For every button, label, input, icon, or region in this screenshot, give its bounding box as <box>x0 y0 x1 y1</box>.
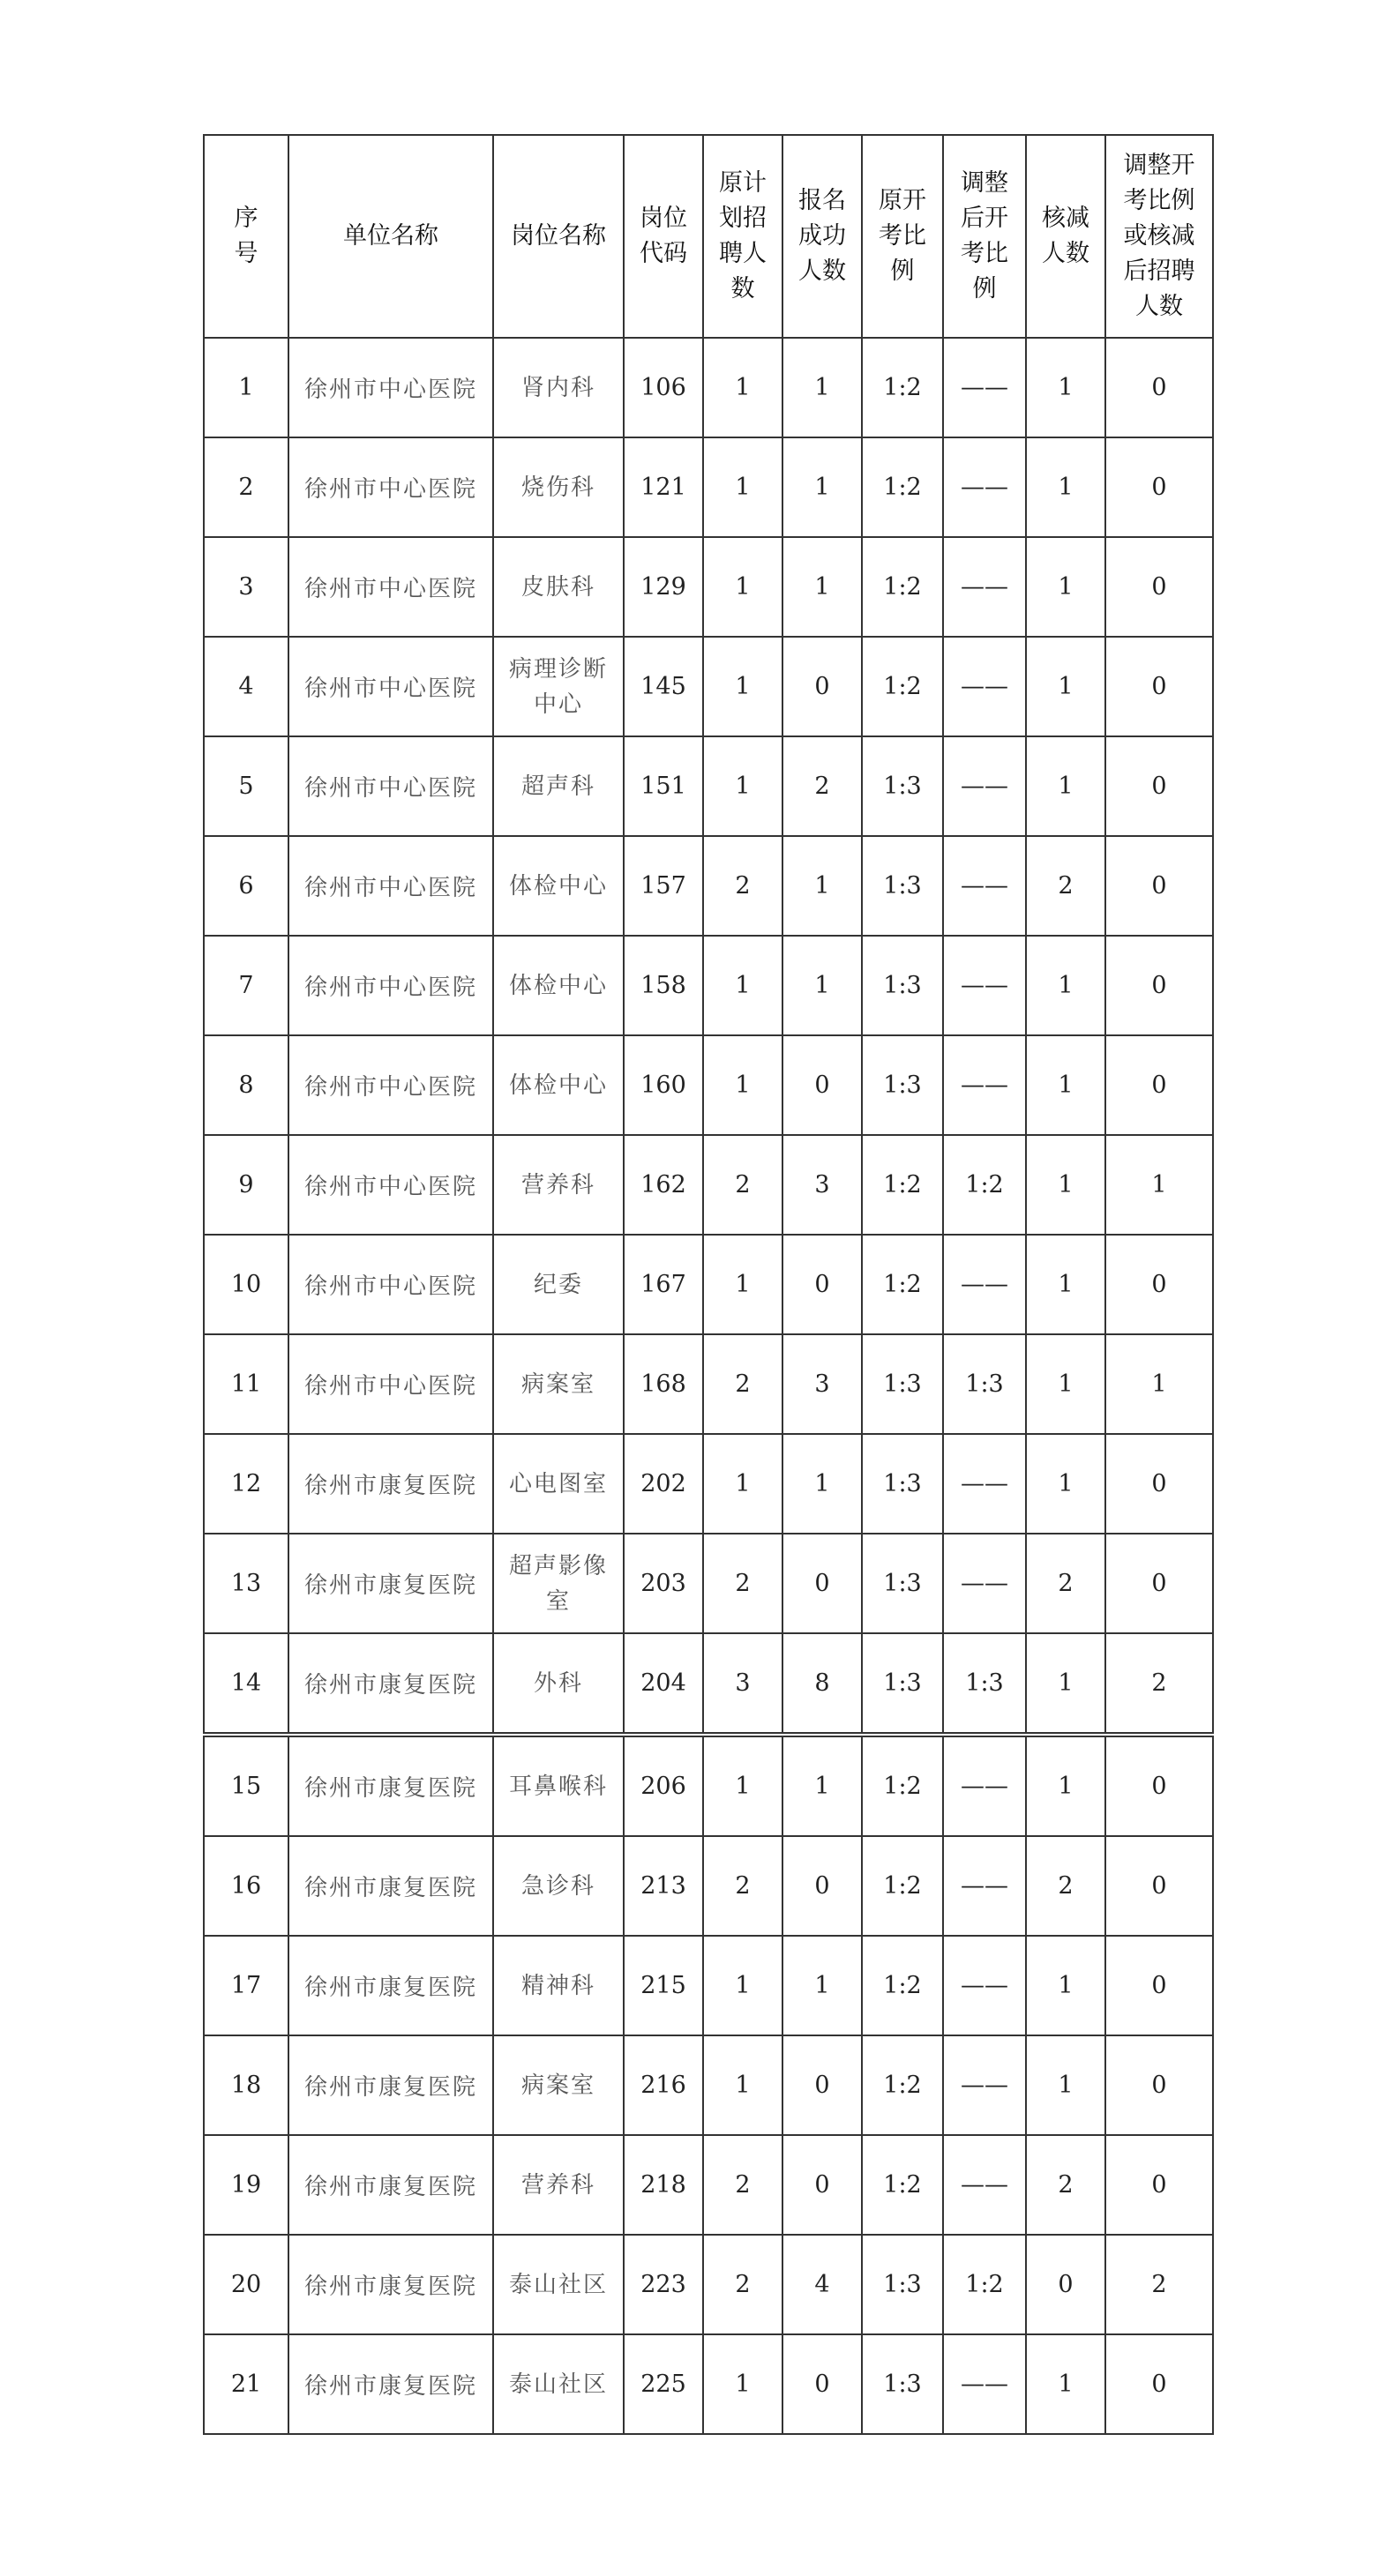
header-cell: 报名成功人数 <box>782 135 862 338</box>
unit-name-cell: 徐州市中心医院 <box>288 836 493 936</box>
post-code-cell: 204 <box>624 1633 703 1735</box>
table-body <box>204 338 1213 2434</box>
header-cell: 岗位名称 <box>493 135 624 338</box>
final-count-cell: 0 <box>1105 1936 1213 2035</box>
adjusted-ratio-cell: —— <box>943 637 1026 736</box>
post-code-cell: 151 <box>624 736 703 836</box>
seq-cell: 18 <box>204 2035 288 2135</box>
header-cell: 调整后开考比例 <box>943 135 1026 338</box>
unit-name-cell: 徐州市康复医院 <box>288 1936 493 2035</box>
post-code-cell: 218 <box>624 2135 703 2235</box>
adjusted-ratio-cell: —— <box>943 2334 1026 2434</box>
planned-count-cell: 1 <box>703 338 782 437</box>
final-count-cell: 0 <box>1105 537 1213 637</box>
reduction-count-cell: 0 <box>1026 2235 1105 2334</box>
adjusted-ratio-cell: —— <box>943 338 1026 437</box>
adjusted-ratio-cell: —— <box>943 1836 1026 1936</box>
header-cell: 调整开考比例或核减后招聘人数 <box>1105 135 1213 338</box>
adjusted-ratio-cell: —— <box>943 2135 1026 2235</box>
post-name-cell <box>493 437 624 537</box>
recruitment-adjustment-table-container <box>203 134 1214 2435</box>
registered-count-cell: 1 <box>782 1735 862 1836</box>
registered-count-cell: 0 <box>782 637 862 736</box>
unit-name-cell: 徐州市中心医院 <box>288 1235 493 1334</box>
post-name-cell <box>493 736 624 836</box>
adjusted-ratio-cell: —— <box>943 2035 1026 2135</box>
reduction-count-cell: 1 <box>1026 537 1105 637</box>
seq-cell: 7 <box>204 936 288 1035</box>
post-name-text: 营养科 <box>520 2171 595 2199</box>
post-name-cell <box>493 1235 624 1334</box>
table-row <box>204 836 1213 936</box>
adjusted-ratio-cell: 1:2 <box>943 1135 1026 1235</box>
planned-count-cell: 1 <box>703 437 782 537</box>
planned-count-cell: 2 <box>703 836 782 936</box>
seq-cell: 14 <box>204 1633 288 1735</box>
final-count-cell: 0 <box>1105 1035 1213 1135</box>
reduction-count-cell: 1 <box>1026 338 1105 437</box>
unit-name-cell: 徐州市康复医院 <box>288 1836 493 1936</box>
header-cell: 岗位代码 <box>624 135 703 338</box>
planned-count-cell: 1 <box>703 2334 782 2434</box>
post-name-text: 烧伤科 <box>520 474 595 501</box>
table-row <box>204 2035 1213 2135</box>
planned-count-cell: 1 <box>703 1035 782 1135</box>
post-name-cell <box>493 537 624 637</box>
planned-count-cell: 2 <box>703 1334 782 1434</box>
post-name-text: 肾内科 <box>520 374 595 401</box>
seq-cell: 12 <box>204 1434 288 1534</box>
post-code-cell: 157 <box>624 836 703 936</box>
reduction-count-cell: 2 <box>1026 836 1105 936</box>
table-row <box>204 1035 1213 1135</box>
final-count-cell: 0 <box>1105 1735 1213 1836</box>
post-code-cell: 160 <box>624 1035 703 1135</box>
table-row <box>204 1633 1213 1735</box>
post-name-text: 病理诊断中心 <box>508 655 608 718</box>
final-count-cell: 2 <box>1105 1633 1213 1735</box>
post-name-text: 超声影像室 <box>508 1552 608 1615</box>
table-row <box>204 1434 1213 1534</box>
planned-count-cell: 1 <box>703 1434 782 1534</box>
unit-name-cell: 徐州市康复医院 <box>288 1534 493 1633</box>
adjusted-ratio-cell: —— <box>943 437 1026 537</box>
original-ratio-cell: 1:3 <box>862 1534 943 1633</box>
post-name-cell <box>493 936 624 1035</box>
post-name-cell <box>493 2135 624 2235</box>
registered-count-cell: 4 <box>782 2235 862 2334</box>
unit-name-cell: 徐州市中心医院 <box>288 1135 493 1235</box>
seq-cell: 20 <box>204 2235 288 2334</box>
final-count-cell: 0 <box>1105 1534 1213 1633</box>
post-code-cell: 121 <box>624 437 703 537</box>
registered-count-cell: 1 <box>782 338 862 437</box>
post-name-text: 营养科 <box>520 1171 595 1198</box>
planned-count-cell: 1 <box>703 1235 782 1334</box>
post-code-cell: 213 <box>624 1836 703 1936</box>
original-ratio-cell: 1:3 <box>862 936 943 1035</box>
post-name-cell <box>493 1836 624 1936</box>
reduction-count-cell: 1 <box>1026 1235 1105 1334</box>
table-row <box>204 437 1213 537</box>
original-ratio-cell: 1:3 <box>862 2235 943 2334</box>
table-row <box>204 537 1213 637</box>
registered-count-cell: 3 <box>782 1334 862 1434</box>
adjusted-ratio-cell: —— <box>943 1235 1026 1334</box>
unit-name-cell: 徐州市康复医院 <box>288 2334 493 2434</box>
header-cell: 核减人数 <box>1026 135 1105 338</box>
reduction-count-cell: 1 <box>1026 2035 1105 2135</box>
unit-name-cell: 徐州市中心医院 <box>288 338 493 437</box>
adjusted-ratio-cell: —— <box>943 1434 1026 1534</box>
post-code-cell: 158 <box>624 936 703 1035</box>
final-count-cell: 2 <box>1105 2235 1213 2334</box>
registered-count-cell: 0 <box>782 2035 862 2135</box>
unit-name-cell: 徐州市中心医院 <box>288 936 493 1035</box>
seq-cell: 3 <box>204 537 288 637</box>
original-ratio-cell: 1:3 <box>862 736 943 836</box>
unit-name-cell: 徐州市康复医院 <box>288 1633 493 1735</box>
final-count-cell: 1 <box>1105 1334 1213 1434</box>
seq-cell: 4 <box>204 637 288 736</box>
header-cell: 原计划招聘人数 <box>703 135 782 338</box>
post-name-text: 精神科 <box>520 1972 595 1999</box>
adjusted-ratio-cell: —— <box>943 836 1026 936</box>
seq-cell: 8 <box>204 1035 288 1135</box>
original-ratio-cell: 1:3 <box>862 836 943 936</box>
post-code-cell: 162 <box>624 1135 703 1235</box>
original-ratio-cell: 1:3 <box>862 2334 943 2434</box>
post-code-cell: 106 <box>624 338 703 437</box>
reduction-count-cell: 1 <box>1026 2334 1105 2434</box>
reduction-count-cell: 1 <box>1026 1936 1105 2035</box>
registered-count-cell: 0 <box>782 1035 862 1135</box>
final-count-cell: 0 <box>1105 1235 1213 1334</box>
planned-count-cell: 2 <box>703 1135 782 1235</box>
post-name-cell <box>493 1434 624 1534</box>
table-row <box>204 1235 1213 1334</box>
adjusted-ratio-cell: —— <box>943 736 1026 836</box>
table-row <box>204 1135 1213 1235</box>
original-ratio-cell: 1:3 <box>862 1035 943 1135</box>
post-name-text: 泰山社区 <box>508 2271 608 2298</box>
original-ratio-cell: 1:2 <box>862 437 943 537</box>
post-name-cell <box>493 1334 624 1434</box>
seq-cell: 15 <box>204 1735 288 1836</box>
adjusted-ratio-cell: 1:3 <box>943 1633 1026 1735</box>
seq-cell: 21 <box>204 2334 288 2434</box>
planned-count-cell: 2 <box>703 2135 782 2235</box>
seq-cell: 9 <box>204 1135 288 1235</box>
post-name-text: 泰山社区 <box>508 2371 608 2398</box>
header-cell: 单位名称 <box>288 135 493 338</box>
planned-count-cell: 1 <box>703 1735 782 1836</box>
table-row <box>204 2334 1213 2434</box>
reduction-count-cell: 1 <box>1026 637 1105 736</box>
adjusted-ratio-cell: —— <box>943 537 1026 637</box>
planned-count-cell: 1 <box>703 537 782 637</box>
unit-name-cell: 徐州市康复医院 <box>288 1735 493 1836</box>
post-name-cell <box>493 2235 624 2334</box>
table-row <box>204 736 1213 836</box>
post-name-text: 皮肤科 <box>520 573 595 601</box>
post-code-cell: 206 <box>624 1735 703 1836</box>
post-name-cell <box>493 2334 624 2434</box>
table-row <box>204 1836 1213 1936</box>
registered-count-cell: 3 <box>782 1135 862 1235</box>
final-count-cell: 0 <box>1105 2334 1213 2434</box>
table-row <box>204 338 1213 437</box>
registered-count-cell: 1 <box>782 437 862 537</box>
original-ratio-cell: 1:2 <box>862 1936 943 2035</box>
final-count-cell: 1 <box>1105 1135 1213 1235</box>
adjusted-ratio-cell: —— <box>943 1534 1026 1633</box>
table-row <box>204 637 1213 736</box>
table-row <box>204 936 1213 1035</box>
planned-count-cell: 1 <box>703 1936 782 2035</box>
post-name-text: 心电图室 <box>508 1470 608 1497</box>
reduction-count-cell: 1 <box>1026 1434 1105 1534</box>
post-code-cell: 145 <box>624 637 703 736</box>
registered-count-cell: 1 <box>782 1434 862 1534</box>
table-row <box>204 1334 1213 1434</box>
post-name-cell <box>493 1936 624 2035</box>
post-name-text: 体检中心 <box>508 872 608 900</box>
reduction-count-cell: 1 <box>1026 1334 1105 1434</box>
final-count-cell: 0 <box>1105 2035 1213 2135</box>
reduction-count-cell: 1 <box>1026 1035 1105 1135</box>
planned-count-cell: 1 <box>703 936 782 1035</box>
final-count-cell: 0 <box>1105 2135 1213 2235</box>
adjusted-ratio-cell: —— <box>943 1035 1026 1135</box>
reduction-count-cell: 1 <box>1026 736 1105 836</box>
final-count-cell: 0 <box>1105 437 1213 537</box>
original-ratio-cell: 1:2 <box>862 2035 943 2135</box>
post-code-cell: 168 <box>624 1334 703 1434</box>
final-count-cell: 0 <box>1105 1434 1213 1534</box>
registered-count-cell: 1 <box>782 836 862 936</box>
post-name-cell <box>493 338 624 437</box>
seq-cell: 16 <box>204 1836 288 1936</box>
table-row <box>204 1735 1213 1836</box>
reduction-count-cell: 2 <box>1026 2135 1105 2235</box>
registered-count-cell: 0 <box>782 2334 862 2434</box>
final-count-cell: 0 <box>1105 736 1213 836</box>
post-code-cell: 225 <box>624 2334 703 2434</box>
table-row <box>204 1936 1213 2035</box>
unit-name-cell: 徐州市中心医院 <box>288 1334 493 1434</box>
original-ratio-cell: 1:2 <box>862 637 943 736</box>
adjusted-ratio-cell: 1:2 <box>943 2235 1026 2334</box>
table-row <box>204 2135 1213 2235</box>
registered-count-cell: 0 <box>782 1534 862 1633</box>
unit-name-cell: 徐州市康复医院 <box>288 1434 493 1534</box>
final-count-cell: 0 <box>1105 836 1213 936</box>
unit-name-cell: 徐州市康复医院 <box>288 2235 493 2334</box>
adjusted-ratio-cell: 1:3 <box>943 1334 1026 1434</box>
post-name-text: 急诊科 <box>520 1872 595 1900</box>
reduction-count-cell: 1 <box>1026 936 1105 1035</box>
post-name-text: 病案室 <box>520 2072 595 2099</box>
original-ratio-cell: 1:2 <box>862 1735 943 1836</box>
seq-cell: 13 <box>204 1534 288 1633</box>
final-count-cell: 0 <box>1105 936 1213 1035</box>
post-code-cell: 202 <box>624 1434 703 1534</box>
planned-count-cell: 3 <box>703 1633 782 1735</box>
seq-cell: 5 <box>204 736 288 836</box>
adjusted-ratio-cell: —— <box>943 1936 1026 2035</box>
original-ratio-cell: 1:3 <box>862 1633 943 1735</box>
final-count-cell: 0 <box>1105 637 1213 736</box>
unit-name-cell: 徐州市中心医院 <box>288 1035 493 1135</box>
post-name-text: 超声科 <box>520 773 595 800</box>
registered-count-cell: 1 <box>782 537 862 637</box>
registered-count-cell: 8 <box>782 1633 862 1735</box>
seq-cell: 10 <box>204 1235 288 1334</box>
registered-count-cell: 0 <box>782 1836 862 1936</box>
post-code-cell: 129 <box>624 537 703 637</box>
header-cell: 原开考比例 <box>862 135 943 338</box>
original-ratio-cell: 1:2 <box>862 1836 943 1936</box>
post-name-cell <box>493 1735 624 1836</box>
post-code-cell: 223 <box>624 2235 703 2334</box>
reduction-count-cell: 1 <box>1026 1735 1105 1836</box>
table-header-row <box>204 135 1213 338</box>
seq-cell: 1 <box>204 338 288 437</box>
post-name-text: 外科 <box>533 1669 583 1697</box>
final-count-cell: 0 <box>1105 1836 1213 1936</box>
post-code-cell: 216 <box>624 2035 703 2135</box>
post-name-cell <box>493 1135 624 1235</box>
original-ratio-cell: 1:2 <box>862 1135 943 1235</box>
final-count-cell: 0 <box>1105 338 1213 437</box>
reduction-count-cell: 1 <box>1026 1633 1105 1735</box>
post-name-cell <box>493 1534 624 1633</box>
original-ratio-cell: 1:2 <box>862 1235 943 1334</box>
seq-cell: 11 <box>204 1334 288 1434</box>
header-cell: 序号 <box>204 135 288 338</box>
table-row <box>204 2235 1213 2334</box>
post-code-cell: 167 <box>624 1235 703 1334</box>
original-ratio-cell: 1:3 <box>862 1434 943 1534</box>
unit-name-cell: 徐州市中心医院 <box>288 537 493 637</box>
registered-count-cell: 0 <box>782 1235 862 1334</box>
seq-cell: 6 <box>204 836 288 936</box>
reduction-count-cell: 1 <box>1026 1135 1105 1235</box>
post-name-cell <box>493 836 624 936</box>
post-name-text: 耳鼻喉科 <box>508 1773 608 1800</box>
unit-name-cell: 徐州市中心医院 <box>288 437 493 537</box>
seq-cell: 19 <box>204 2135 288 2235</box>
planned-count-cell: 2 <box>703 1534 782 1633</box>
original-ratio-cell: 1:2 <box>862 2135 943 2235</box>
reduction-count-cell: 2 <box>1026 1836 1105 1936</box>
planned-count-cell: 1 <box>703 637 782 736</box>
registered-count-cell: 1 <box>782 936 862 1035</box>
post-name-text: 纪委 <box>533 1271 583 1298</box>
planned-count-cell: 1 <box>703 736 782 836</box>
registered-count-cell: 1 <box>782 1936 862 2035</box>
planned-count-cell: 1 <box>703 2035 782 2135</box>
unit-name-cell: 徐州市中心医院 <box>288 736 493 836</box>
post-name-text: 体检中心 <box>508 1071 608 1099</box>
unit-name-cell: 徐州市康复医院 <box>288 2135 493 2235</box>
post-name-text: 病案室 <box>520 1370 595 1398</box>
unit-name-cell: 徐州市康复医院 <box>288 2035 493 2135</box>
post-code-cell: 215 <box>624 1936 703 2035</box>
seq-cell: 17 <box>204 1936 288 2035</box>
table-row <box>204 1534 1213 1633</box>
post-name-cell <box>493 2035 624 2135</box>
planned-count-cell: 2 <box>703 1836 782 1936</box>
original-ratio-cell: 1:2 <box>862 338 943 437</box>
original-ratio-cell: 1:3 <box>862 1334 943 1434</box>
post-name-text: 体检中心 <box>508 972 608 999</box>
original-ratio-cell: 1:2 <box>862 537 943 637</box>
registered-count-cell: 0 <box>782 2135 862 2235</box>
registered-count-cell: 2 <box>782 736 862 836</box>
post-name-cell <box>493 1035 624 1135</box>
adjusted-ratio-cell: —— <box>943 936 1026 1035</box>
planned-count-cell: 2 <box>703 2235 782 2334</box>
reduction-count-cell: 2 <box>1026 1534 1105 1633</box>
post-name-cell <box>493 1633 624 1735</box>
recruitment-adjustment-table <box>203 134 1214 2435</box>
unit-name-cell: 徐州市中心医院 <box>288 637 493 736</box>
seq-cell: 2 <box>204 437 288 537</box>
post-code-cell: 203 <box>624 1534 703 1633</box>
post-name-cell <box>493 637 624 736</box>
adjusted-ratio-cell: —— <box>943 1735 1026 1836</box>
reduction-count-cell: 1 <box>1026 437 1105 537</box>
